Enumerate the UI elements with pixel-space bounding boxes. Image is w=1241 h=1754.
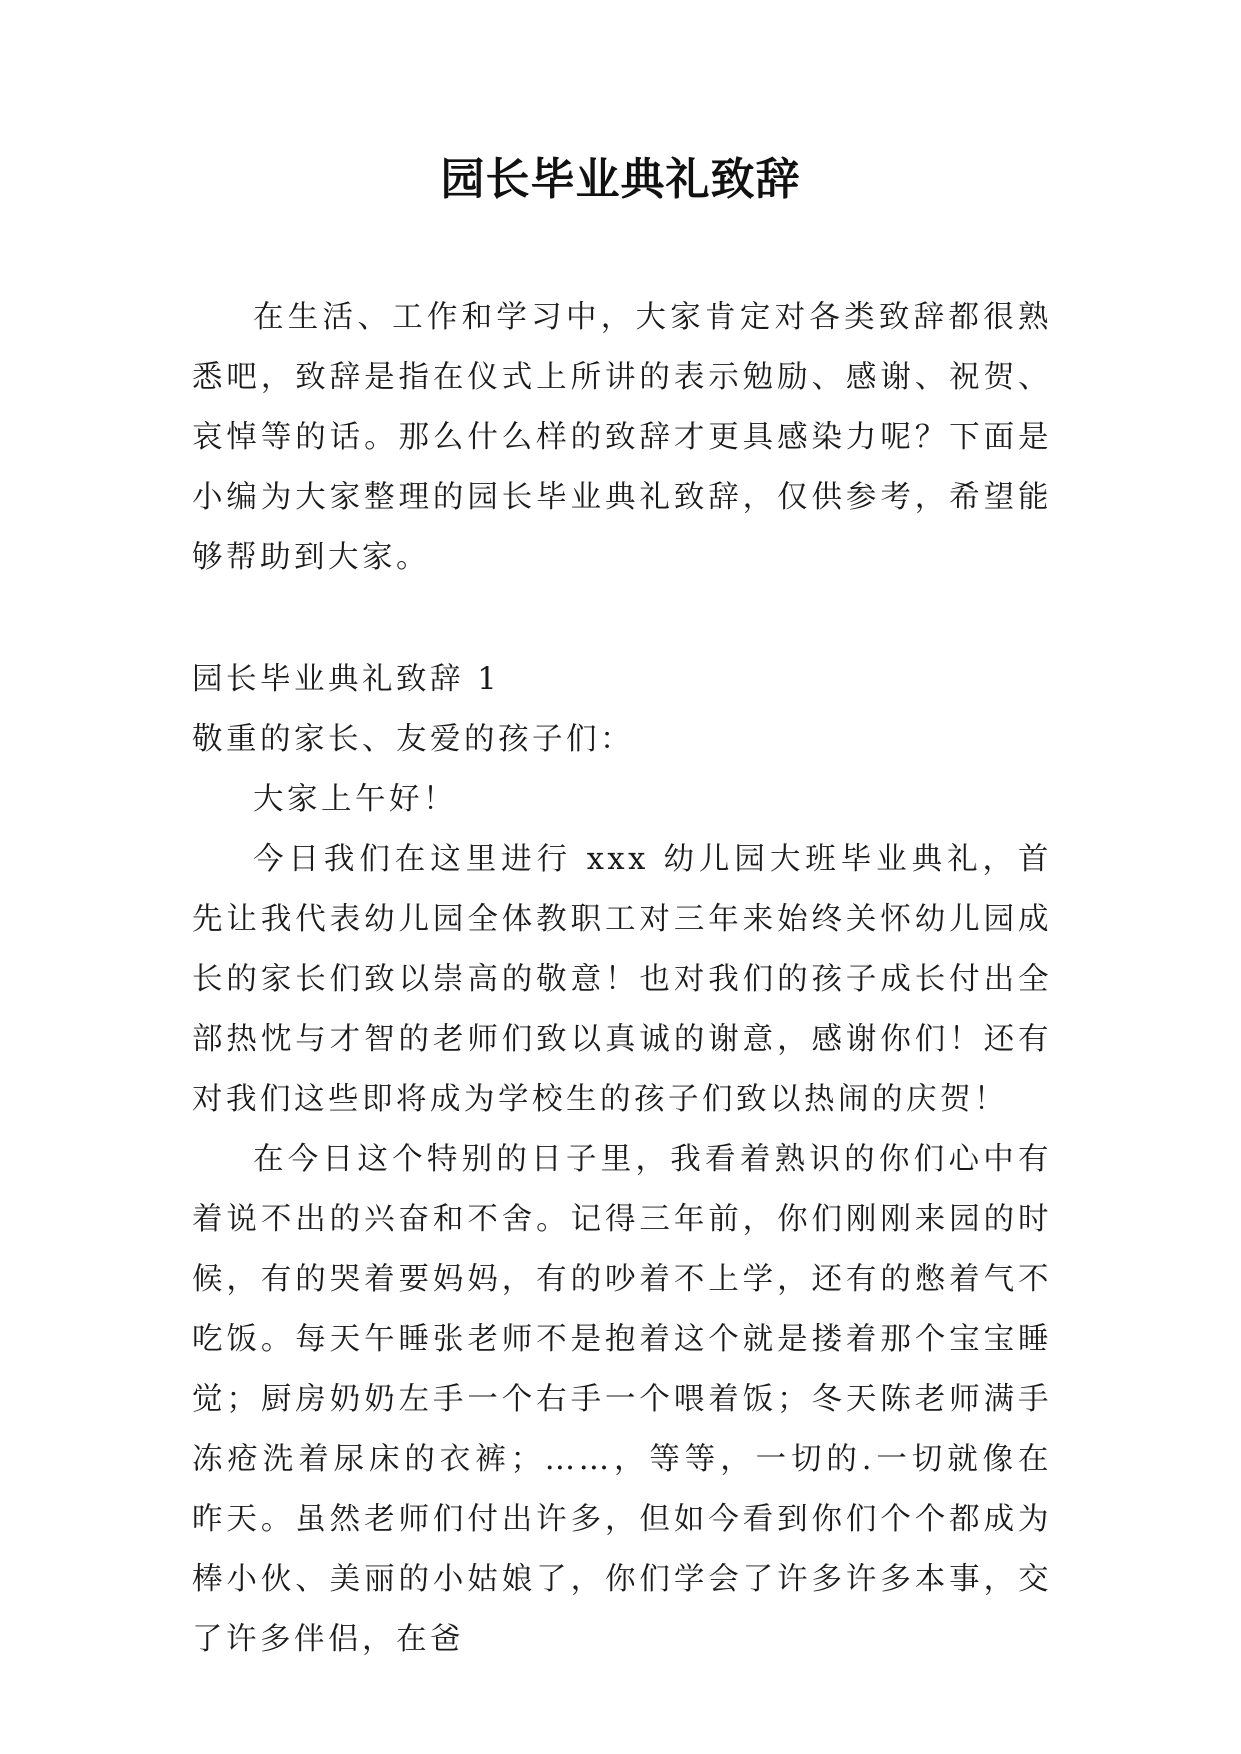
intro-paragraph: 在生活、工作和学习中，大家肯定对各类致辞都很熟悉吧，致辞是指在仪式上所讲的表示勉励、感谢、祝贺、哀悼等的话。那么什么样的致辞才更具感染力呢？下面是小编为大家整理的园长毕业典礼致辞，仅供参考，希望能够帮助到大家。: [192, 300, 1052, 575]
greeting: 大家上午好！: [253, 782, 457, 817]
body-paragraph-2: 在今日这个特别的日子里，我看着熟识的你们心中有着说不出的兴奋和不舍。记得三年前，你们刚刚来园的时候，有的哭着要妈妈，有的吵着不上学，还有的憋着气不吃饭。每天午睡张老师不是抱着这个就是搂着那个宝宝睡觉；厨房奶奶左手一个右手一个喂着饭；冬天陈老师满手冻疮洗着尿床的衣裤；……，等等，一切的.一切就像在昨天。虽然老师们付出许多，但如今看到你们个个都成为棒小伙、美丽的小姑娘了，你们学会了许多许多本事，交了许多伴侣，在爸: [192, 1142, 1052, 1657]
document-body: [192, 288, 1052, 1670]
document-title: 园长毕业典礼致辞: [440, 154, 801, 205]
section-heading: 园长毕业典礼致辞 1: [192, 662, 501, 697]
salutation: 敬重的家长、友爱的孩子们：: [192, 722, 634, 757]
body-paragraph-1: 今日我们在这里进行 xxx 幼儿园大班毕业典礼，首先让我代表幼儿园全体教职工对三年来始终关怀幼儿园成长的家长们致以崇高的敬意！也对我们的孩子成长付出全部热忱与才智的老师们致以真诚的谢意，感谢你们！还有对我们这些即将成为学校生的孩子们致以热闹的庆贺！: [192, 842, 1052, 1117]
